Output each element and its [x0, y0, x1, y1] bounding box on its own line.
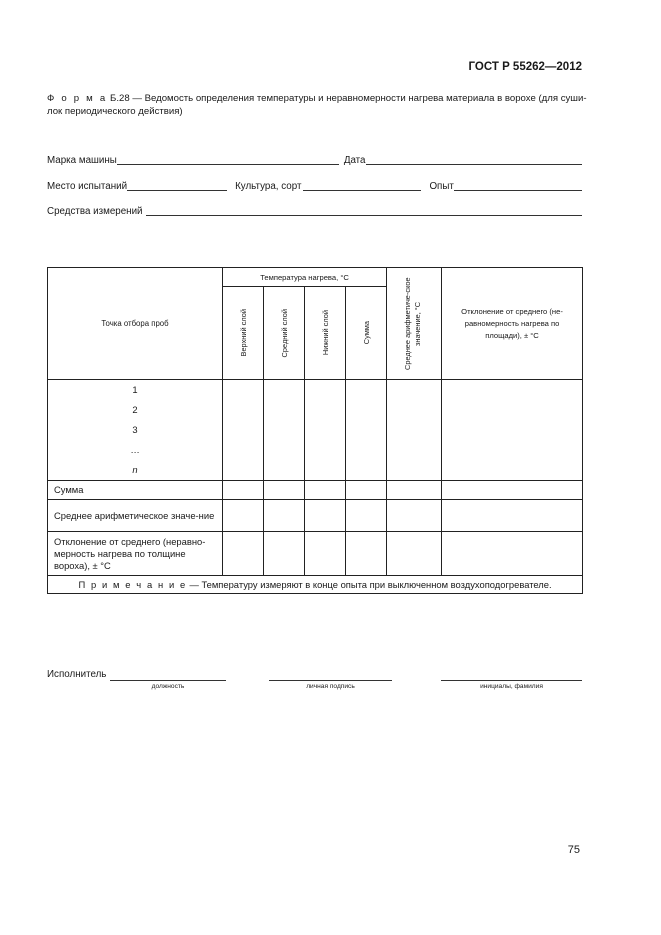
cell-empty[interactable] [387, 532, 442, 576]
table-row-deviation [48, 532, 583, 576]
header-deviation: Отклонение от среднего (не-равномерность нагрева по площади), ± °С [442, 268, 583, 380]
header-middle-layer [264, 287, 305, 380]
standard-number: ГОСТ Р 55262—2012 [468, 61, 582, 73]
cell-empty[interactable] [264, 481, 305, 500]
point-3: 3 [132, 424, 138, 435]
cell-empty[interactable] [442, 481, 583, 500]
page-number: 75 [567, 844, 580, 856]
points-cell [48, 380, 223, 481]
date-input-line[interactable] [366, 153, 582, 165]
field-row-instruments [47, 203, 582, 217]
executor-label: Исполнитель [47, 669, 107, 680]
cell-empty[interactable] [387, 380, 442, 481]
place-label: Место испытаний [47, 181, 128, 192]
form-title [47, 92, 587, 118]
name-line[interactable] [441, 680, 582, 681]
point-1: 1 [132, 384, 138, 395]
machine-label: Марка машины [47, 155, 117, 166]
signature-caption: личная подпись [306, 683, 355, 690]
cell-empty[interactable] [346, 500, 387, 532]
cell-empty[interactable] [223, 532, 264, 576]
note-label: П р и м е ч а н и е [78, 579, 187, 590]
instruments-label: Средства измерений [47, 206, 143, 217]
cell-empty[interactable] [442, 380, 583, 481]
header-bottom-layer-text: Нижний слой [320, 310, 330, 356]
header-temp: Температура нагрева, °С [223, 268, 387, 287]
table-row-mean [48, 500, 583, 532]
cell-empty[interactable] [264, 380, 305, 481]
header-point: Точка отбора проб [48, 268, 223, 380]
table-row-sum [48, 481, 583, 500]
row-deviation-label: Отклонение от среднего (неравно-мерность нагрева по толщине вороха), ± °С [48, 532, 223, 576]
row-mean-label: Среднее арифметическое значе-ние [48, 500, 223, 532]
trial-label: Опыт [429, 181, 454, 192]
point-ellipsis: … [130, 444, 140, 455]
header-middle-layer-text: Средний слой [279, 308, 289, 358]
name-caption: инициалы, фамилия [480, 683, 543, 690]
field-row-machine [47, 152, 582, 166]
header-top-layer [223, 287, 264, 380]
header-top-layer-text: Верхний слой [238, 309, 248, 357]
cell-empty[interactable] [442, 532, 583, 576]
header-sum-col-text: Сумма [361, 321, 371, 345]
signature-line[interactable] [269, 680, 392, 681]
position-caption: должность [151, 683, 185, 690]
header-mean-text: Среднее арифметиче-ское значение, °С [403, 277, 423, 370]
row-sum-label: Сумма [48, 481, 223, 500]
crop-input-line[interactable] [303, 179, 421, 191]
form-title-text: Б.28 — Ведомость определения температуры и неравномерности нагрева материала в ворохе (для суши-лок периодического действия) [47, 93, 587, 117]
note-text: — Температуру измеряют в конце опыта при выключенном воздухоподогревателе. [186, 579, 552, 590]
cell-empty[interactable] [442, 500, 583, 532]
temperature-table [47, 267, 583, 594]
cell-empty[interactable] [223, 500, 264, 532]
cell-empty[interactable] [305, 500, 346, 532]
date-label: Дата [343, 155, 366, 166]
point-n: n [132, 464, 138, 475]
cell-empty[interactable] [346, 380, 387, 481]
instruments-input-line[interactable] [146, 204, 582, 216]
point-2: 2 [132, 404, 138, 415]
cell-empty[interactable] [346, 481, 387, 500]
cell-empty[interactable] [387, 500, 442, 532]
cell-empty[interactable] [387, 481, 442, 500]
cell-empty[interactable] [223, 380, 264, 481]
cell-empty[interactable] [305, 481, 346, 500]
position-line[interactable] [110, 680, 226, 681]
cell-empty[interactable] [264, 500, 305, 532]
header-row-1 [48, 268, 583, 287]
cell-empty[interactable] [223, 481, 264, 500]
header-mean [387, 268, 442, 380]
cell-empty[interactable] [305, 532, 346, 576]
header-bottom-layer [305, 287, 346, 380]
table-row-points [48, 380, 583, 481]
cell-empty[interactable] [305, 380, 346, 481]
machine-input-line[interactable] [117, 153, 339, 165]
header-sum-col [346, 287, 387, 380]
trial-input-line[interactable] [454, 179, 582, 191]
table-row-note [48, 576, 583, 594]
crop-label: Культура, сорт [235, 181, 302, 192]
field-row-place [47, 178, 582, 192]
form-prefix: Ф о р м а [47, 93, 108, 104]
cell-empty[interactable] [346, 532, 387, 576]
table-note [48, 576, 583, 594]
cell-empty[interactable] [264, 532, 305, 576]
place-input-line[interactable] [127, 179, 227, 191]
